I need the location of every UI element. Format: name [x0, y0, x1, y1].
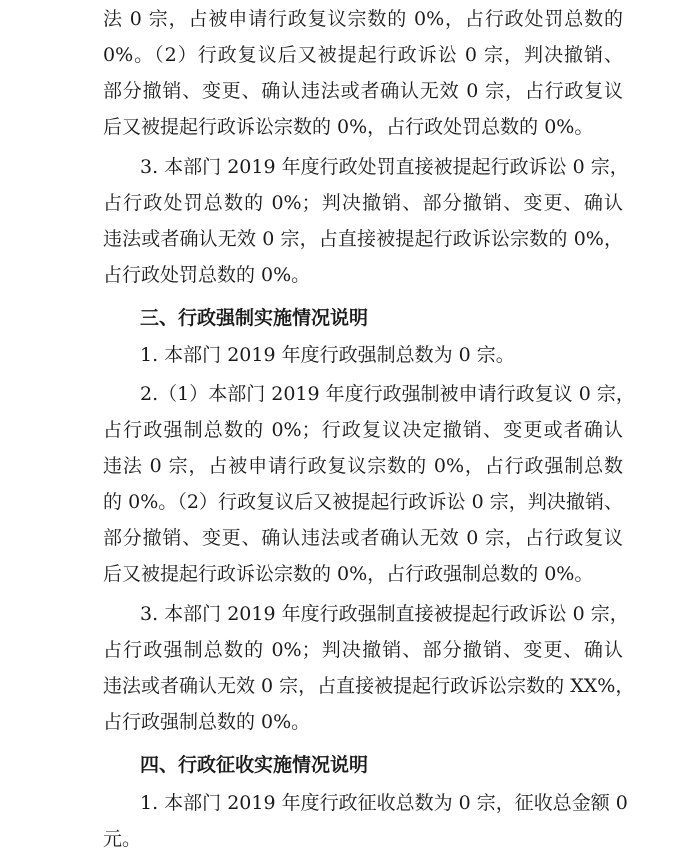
paragraph-line: 1. 本部门 2019 年度行政强制总数为 0 宗。 [140, 344, 515, 366]
paragraph-line: 3. 本部门 2019 年度行政强制直接被提起行政诉讼 0 宗， [140, 603, 629, 625]
paragraph-line: 占行政强制总数的 0%。 [103, 711, 311, 733]
paragraph-line: 的 0%。（2）行政复议后又被提起行政诉讼 0 宗，判决撤销、 [103, 491, 623, 513]
section-heading: 四、行政征收实施情况说明 [140, 754, 369, 776]
paragraph-line: 占行政强制总数的 0%；行政复议决定撤销、变更或者确认 [103, 419, 623, 441]
paragraph-line: 部分撤销、变更、确认违法或者确认无效 0 宗，占行政复议 [103, 80, 623, 102]
paragraph-line: 占行政处罚总数的 0%；判决撤销、部分撤销、变更、确认 [103, 192, 623, 214]
paragraph-line: 部分撤销、变更、确认违法或者确认无效 0 宗，占行政复议 [103, 527, 623, 549]
paragraph-line: 3. 本部门 2019 年度行政处罚直接被提起行政诉讼 0 宗， [140, 156, 629, 178]
paragraph-line: 占行政强制总数的 0%；判决撤销、部分撤销、变更、确认 [103, 639, 623, 661]
paragraph-line: 法 0 宗，占被申请行政复议宗数的 0%，占行政处罚总数的 [103, 8, 623, 30]
paragraph-line: 后又被提起行政诉讼宗数的 0%，占行政强制总数的 0%。 [103, 563, 594, 585]
paragraph-line: 元。 [103, 828, 142, 850]
paragraph-line: 0%。（2）行政复议后又被提起行政诉讼 0 宗，判决撤销、 [103, 44, 623, 66]
paragraph-line: 违法或者确认无效 0 宗，占直接被提起行政诉讼宗数的 0%， [103, 228, 623, 250]
paragraph-line: 违法 0 宗，占被申请行政复议宗数的 0%，占行政强制总数 [103, 455, 623, 477]
paragraph-line: 2.（1）本部门 2019 年度行政强制被申请行政复议 0 宗， [140, 383, 635, 405]
paragraph-line: 后又被提起行政诉讼宗数的 0%，占行政处罚总数的 0%。 [103, 116, 594, 138]
section-heading: 三、行政强制实施情况说明 [140, 307, 369, 329]
paragraph-line: 违法或者确认无效 0 宗，占直接被提起行政诉讼宗数的 XX%， [103, 675, 635, 697]
paragraph-line: 1. 本部门 2019 年度行政征收总数为 0 宗，征收总金额 0 [140, 792, 628, 814]
paragraph-line: 占行政处罚总数的 0%。 [103, 264, 311, 286]
